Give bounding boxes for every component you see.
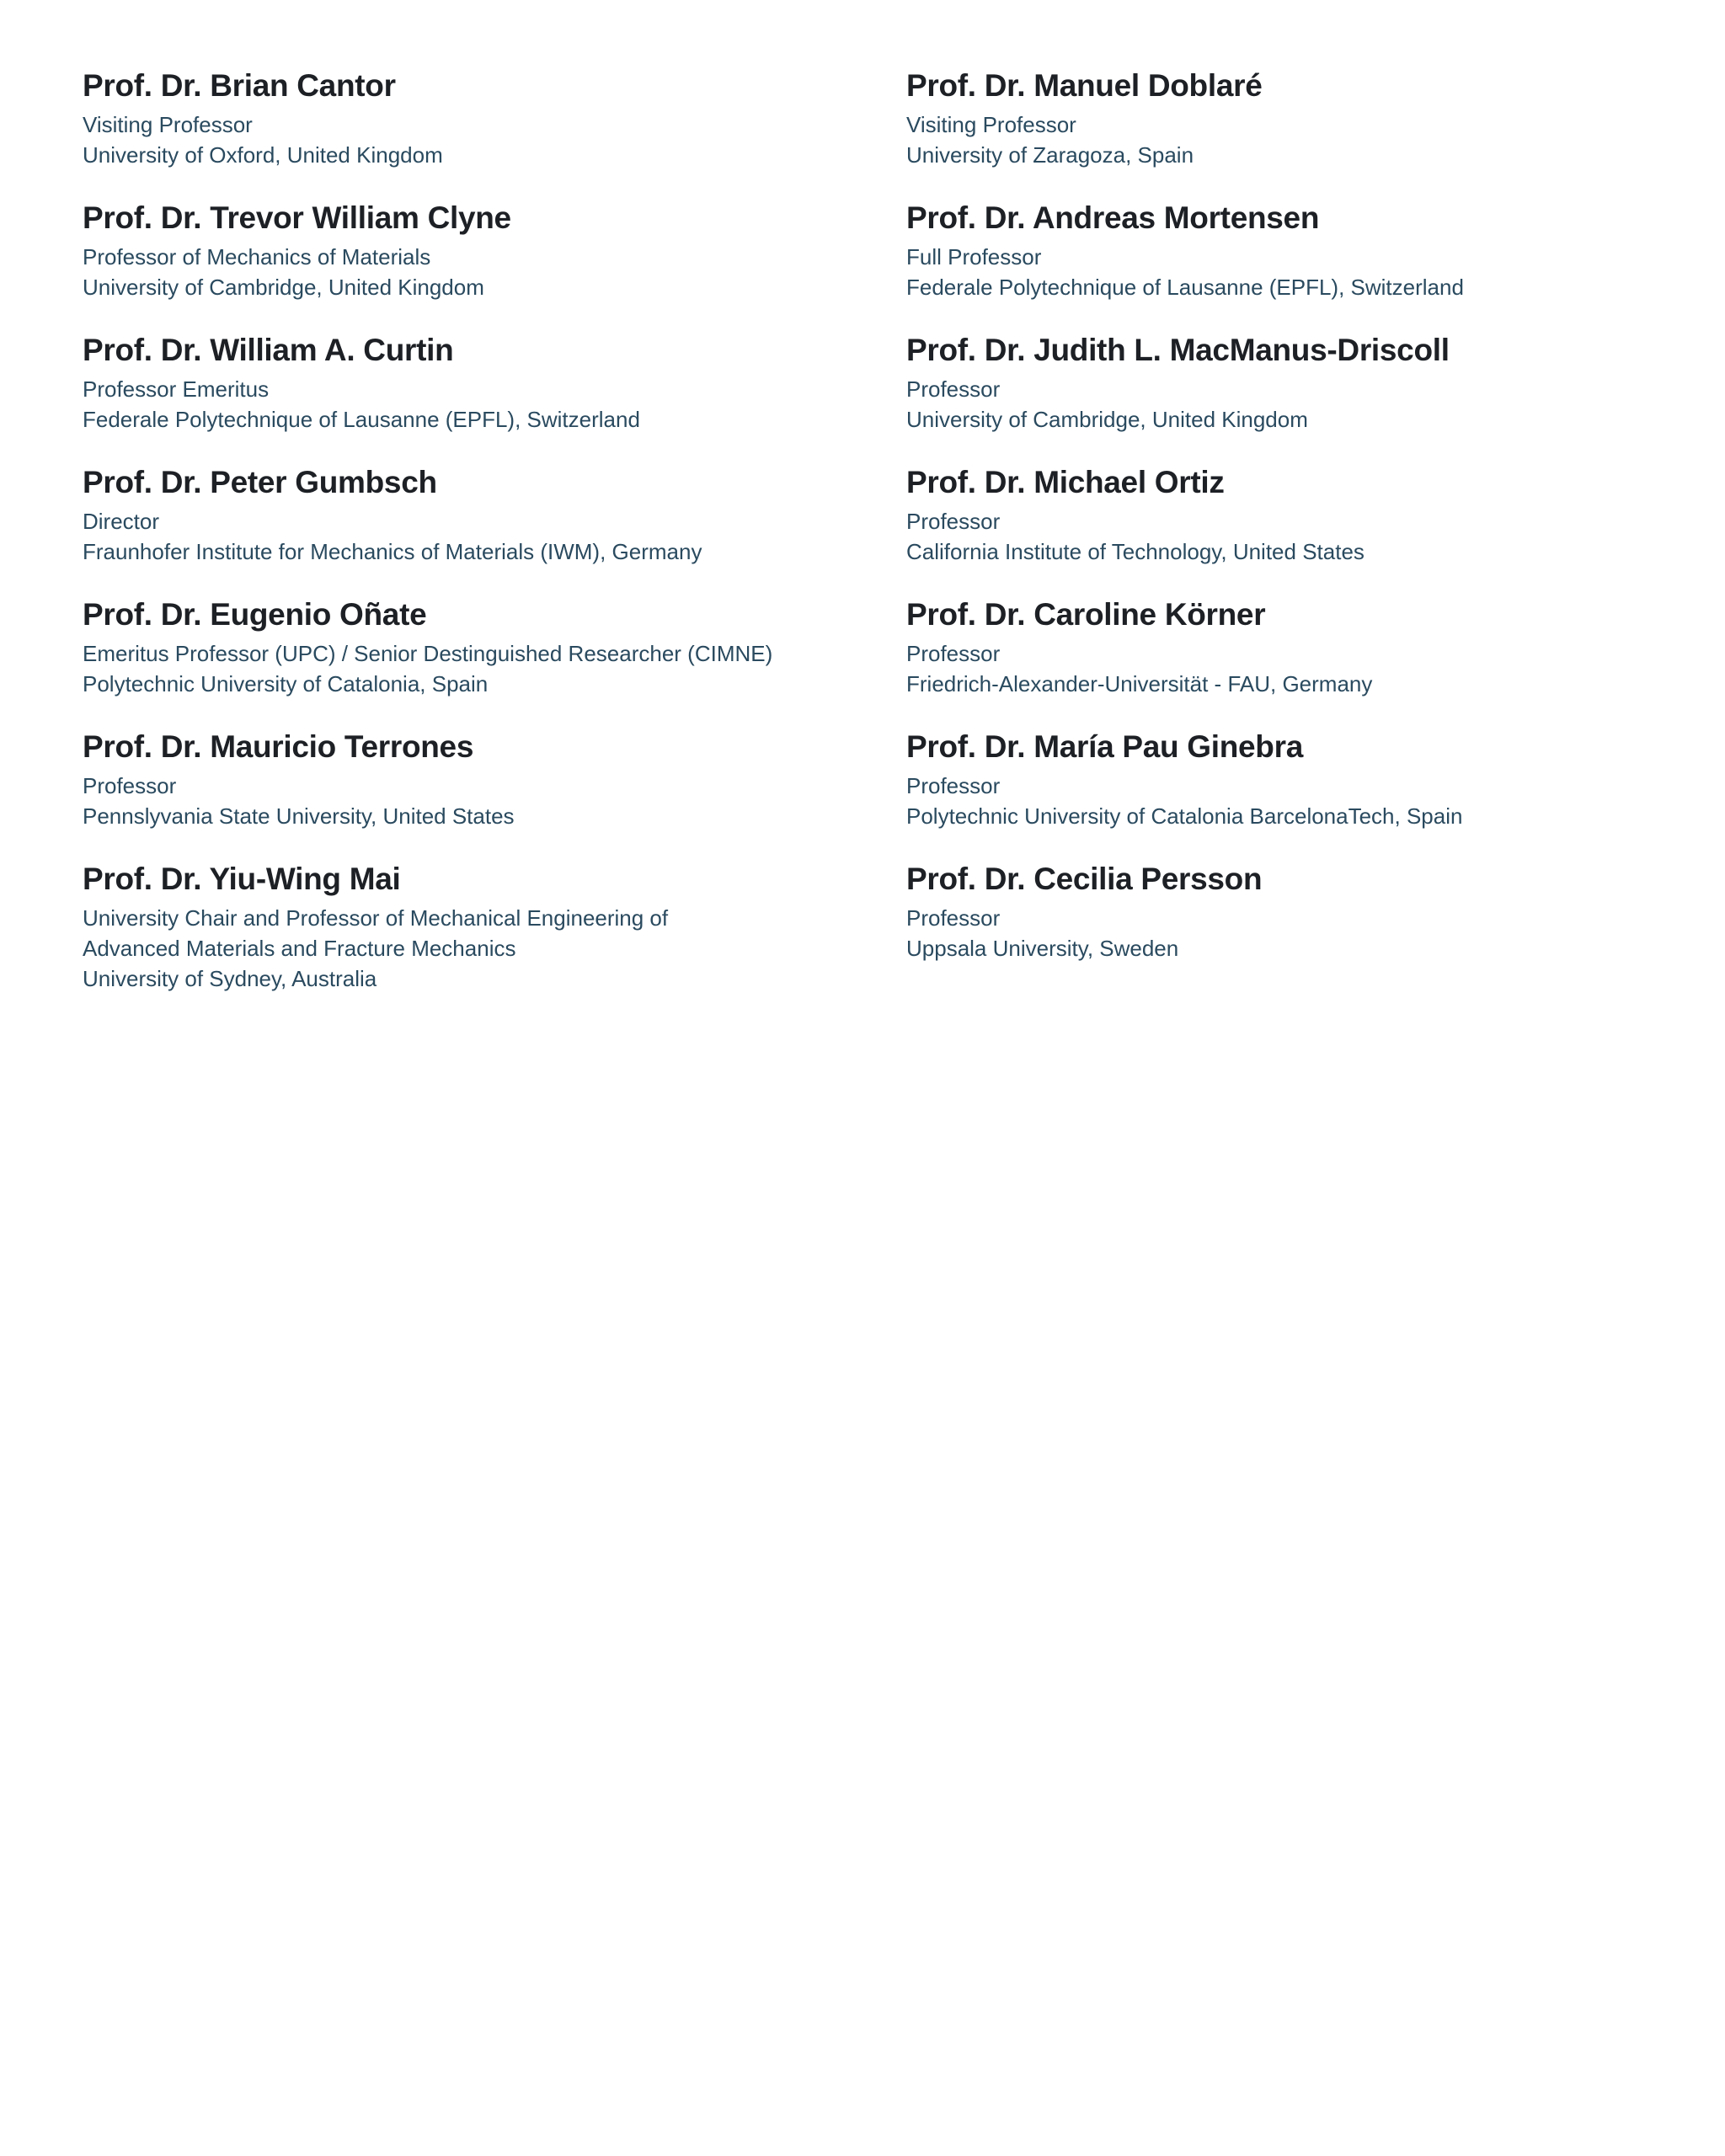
member-entry [83,462,906,567]
member-detail-line: Emeritus Professor (UPC) / Senior Destinguished Researcher (CIMNE) [83,641,773,666]
member-name: Prof. Dr. María Pau Ginebra [906,729,1303,764]
member-entry [83,727,906,831]
member-detail-line: University of Cambridge, United Kingdom [83,275,484,300]
member-name: Prof. Dr. Caroline Körner [906,597,1266,632]
member-detail-line: Professor [906,905,1001,931]
member-detail-line: Professor [906,773,1001,798]
member-detail-line: Professor [83,773,177,798]
member-entry [906,198,1725,302]
member-name: Prof. Dr. Andreas Mortensen [906,200,1320,235]
member-entry [906,727,1725,831]
member-entry [906,859,1725,963]
member-entry [83,595,906,699]
member-detail-line: Fraunhofer Institute for Mechanics of Materials (IWM), Germany [83,539,702,564]
member-name: Prof. Dr. Manuel Doblaré [906,68,1263,103]
member-detail-line: Professor [906,376,1001,402]
member-detail-line: University of Zaragoza, Spain [906,142,1194,168]
member-entry [83,198,906,302]
member-detail-line: Professor Emeritus [83,376,270,402]
member-entry [83,330,906,435]
member-entry [906,462,1725,567]
member-detail-line: Advanced Materials and Fracture Mechanics [83,936,516,961]
member-name: Prof. Dr. William A. Curtin [83,333,454,367]
member-detail-line: University of Cambridge, United Kingdom [906,407,1308,432]
member-name: Prof. Dr. Eugenio Oñate [83,597,427,632]
member-name: Prof. Dr. Trevor William Clyne [83,200,511,235]
advisory-board-list [0,0,1725,1022]
member-detail-line: Federale Polytechnique of Lausanne (EPFL), Switzerland [83,407,640,432]
member-name: Prof. Dr. Michael Ortiz [906,465,1225,499]
member-detail-line: Polytechnic University of Catalonia BarcelonaTech, Spain [906,803,1463,829]
member-detail-line: Director [83,509,160,534]
member-detail-line: University of Sydney, Australia [83,966,377,991]
members-column-right [906,66,1725,1022]
member-detail-line: University Chair and Professor of Mechanical Engineering of [83,905,669,931]
member-detail-line: Pennslyvania State University, United States [83,803,515,829]
member-detail-line: University of Oxford, United Kingdom [83,142,443,168]
member-detail-line: California Institute of Technology, United States [906,539,1365,564]
member-entry [906,595,1725,699]
member-detail-line: Full Professor [906,244,1042,270]
member-entry [906,330,1725,435]
member-detail-line: Professor [906,509,1001,534]
member-detail-line: Federale Polytechnique of Lausanne (EPFL), Switzerland [906,275,1464,300]
member-name: Prof. Dr. Peter Gumbsch [83,465,437,499]
member-name: Prof. Dr. Brian Cantor [83,68,396,103]
member-name: Prof. Dr. Judith L. MacManus-Driscoll [906,333,1450,367]
member-detail-line: Visiting Professor [906,112,1076,137]
member-detail-line: Professor of Mechanics of Materials [83,244,431,270]
member-detail-line: Professor [906,641,1001,666]
member-detail-line: Polytechnic University of Catalonia, Spain [83,671,489,696]
member-entry [906,66,1725,170]
member-detail-line: Uppsala University, Sweden [906,936,1179,961]
members-column-left [83,66,906,1022]
member-detail-line: Friedrich-Alexander-Universität - FAU, Germany [906,671,1373,696]
member-entry [83,859,906,994]
member-detail-line: Visiting Professor [83,112,253,137]
member-name: Prof. Dr. Cecilia Persson [906,862,1263,896]
member-entry [83,66,906,170]
member-name: Prof. Dr. Yiu-Wing Mai [83,862,401,896]
member-name: Prof. Dr. Mauricio Terrones [83,729,474,764]
